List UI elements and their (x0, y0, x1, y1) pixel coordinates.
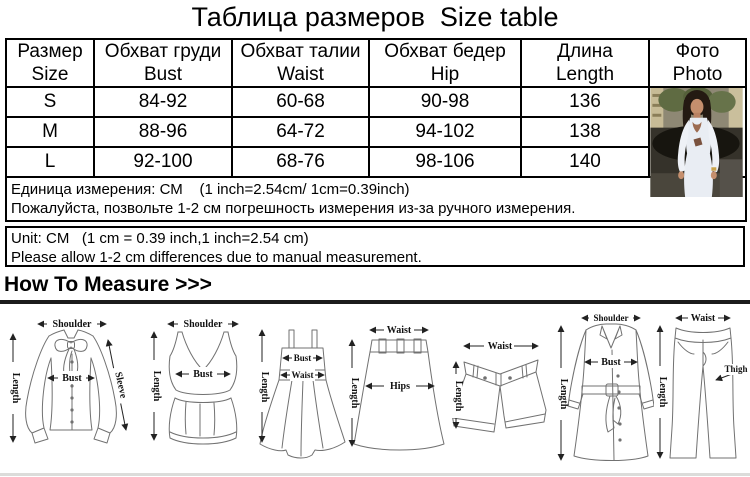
col-header-hip: Обхват бедер Hip (369, 39, 521, 87)
waist-label: Waist (690, 313, 716, 324)
cell-size: L (6, 147, 94, 177)
page-title: Таблица размеров Size table (191, 2, 559, 32)
cell-hip: 90-98 (369, 87, 521, 117)
length-label: Length (259, 371, 270, 403)
length-label: Length (349, 377, 360, 409)
heading-rule (0, 300, 750, 304)
header-row (6, 39, 746, 87)
hand-right (711, 171, 717, 179)
how-to-measure-heading: How To Measure >>> (4, 273, 212, 296)
cell-waist: 64-72 (232, 117, 369, 147)
cell-length: 140 (521, 147, 649, 177)
cell-length: 136 (521, 87, 649, 117)
cell-size: S (6, 87, 94, 117)
face (691, 99, 704, 115)
waist-label: Waist (291, 370, 314, 380)
product-photo (650, 88, 743, 197)
length-label: Length (657, 376, 668, 408)
col-header-length: Длина Length (521, 39, 649, 87)
waist-label: Waist (487, 341, 513, 352)
pants-diagram (652, 308, 748, 472)
table-row-s (6, 87, 746, 117)
unit-note-ru: Единица измерения: СМ (1 inch=2.54cm/ 1cm=0.39inch) (11, 181, 410, 198)
cell-waist: 60-68 (232, 87, 369, 117)
cell-waist: 68-76 (232, 147, 369, 177)
table-row-l (6, 147, 746, 177)
table-row-m (6, 117, 746, 147)
blouse-diagram (2, 312, 140, 472)
col-header-bust: Обхват груди Bust (94, 39, 232, 87)
hand-left (678, 171, 684, 179)
cell-hip: 94-102 (369, 117, 521, 147)
tolerance-note-ru: Пожалуйста, позвольте 1-2 см погрешность измерения из-за ручного измерения. (11, 200, 576, 217)
bottom-divider (0, 473, 750, 476)
shoulder-label: Shoulder (52, 319, 92, 330)
russian-notes-row (6, 177, 746, 221)
tolerance-note-en: Please allow 1-2 cm differences due to manual measurement. (11, 249, 422, 266)
shoulder-label: Shoulder (593, 313, 629, 323)
watch (711, 167, 716, 170)
thigh-label: Thigh (724, 364, 748, 374)
cell-length: 138 (521, 117, 649, 147)
unit-note-en: Unit: CM (1 cm = 0.39 inch,1 inch=2.54 cm) (11, 230, 309, 247)
cell-bust: 92-100 (94, 147, 232, 177)
shorts-diagram (448, 336, 554, 448)
hips-label: Hips (389, 381, 411, 392)
waist-label: Waist (386, 325, 412, 336)
slip-dress-diagram (252, 314, 354, 470)
col-header-waist: Обхват талии Waist (232, 39, 369, 87)
size-table (5, 38, 747, 222)
cell-bust: 84-92 (94, 87, 232, 117)
length-label: Length (453, 380, 464, 412)
cell-hip: 98-106 (369, 147, 521, 177)
shoulder-label: Shoulder (183, 319, 223, 330)
bust-label: Bust (193, 369, 213, 380)
col-header-photo: Фото Photo (649, 39, 746, 87)
length-label: Length (151, 370, 162, 402)
measure-diagrams (0, 306, 750, 477)
bust-label: Bust (62, 373, 82, 384)
col-header-size: Размер Size (6, 39, 94, 87)
english-notes-box (5, 226, 745, 267)
coat-diagram (552, 308, 664, 472)
sleeve-label: Sleeve (112, 370, 129, 400)
bust-label: Bust (293, 353, 312, 363)
cell-bust: 88-96 (94, 117, 232, 147)
vest-diagram (142, 312, 252, 472)
cell-size: M (6, 117, 94, 147)
bust-label: Bust (601, 357, 621, 368)
length-label: Length (10, 372, 21, 404)
skirt-diagram (342, 318, 454, 468)
length-label: Length (558, 378, 569, 410)
